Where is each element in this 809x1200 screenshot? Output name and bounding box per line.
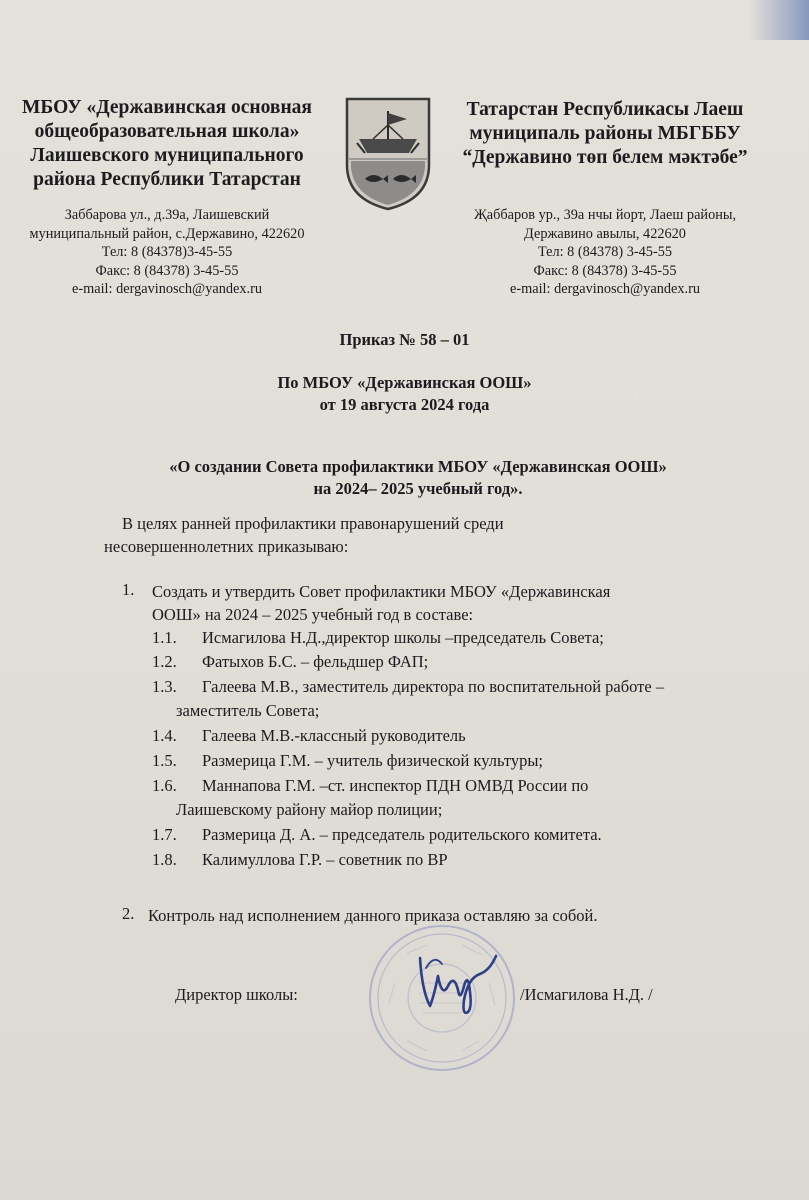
member-text: Исмагилова Н.Д.,директор школы –председатель Совета; xyxy=(202,628,604,647)
header-left-address-line: Заббарова ул., д.39а, Лаишевский xyxy=(64,207,270,223)
order-date: от 19 августа 2024 года xyxy=(319,395,490,414)
order-subject-line: на 2024– 2025 учебный год». xyxy=(313,479,523,498)
header-right-address-line: Державино авылы, 422620 xyxy=(524,225,686,242)
member-number: 1.6. xyxy=(152,776,177,795)
item-text: Создать и утвердить Совет профилактики МБОУ «Державинская xyxy=(152,582,611,601)
header-left-title-line: МБОУ «Державинская основная xyxy=(22,97,312,118)
member-number: 1.3. xyxy=(152,677,177,696)
header-right-address-line: Факс: 8 (84378) 3-45-55 xyxy=(533,262,677,279)
member-text: Галеева М.В.-классный руководитель xyxy=(202,726,466,745)
order-subject xyxy=(0,456,809,500)
header-left-title-line: общеобразовательная школа» xyxy=(34,121,300,142)
item-number: 2. xyxy=(122,904,135,923)
header-right-address xyxy=(440,206,770,299)
member-text: Размерица Д. А. – председатель родительского комитета. xyxy=(202,825,602,844)
member-number: 1.2. xyxy=(152,652,177,671)
intro-line: несовершеннолетних приказываю: xyxy=(104,537,349,556)
header-left-title xyxy=(8,96,326,192)
header-right-address-line: Җаббаров ур., 39а нчы йорт, Лаеш районы, xyxy=(473,207,737,223)
order-number: Приказ № 58 – 01 xyxy=(339,330,470,349)
header-left xyxy=(8,96,326,299)
header-left-email: e-mail: dergavinosch@yandex.ru xyxy=(72,281,262,297)
member-text: Калимуллова Г.Р. – советник по ВР xyxy=(202,850,448,869)
header-right-title-line: Татарстан Республикасы Лаеш xyxy=(466,99,744,120)
intro-line: В целях ранней профилактики правонарушений среди xyxy=(122,514,504,533)
member-text-continued: Лаишевскому району майор полиции; xyxy=(176,800,443,819)
order-by-line: По МБОУ «Державинская ООШ» xyxy=(277,373,532,392)
signature-role: Директор школы: xyxy=(175,985,298,1004)
handwritten-signature-icon xyxy=(412,946,502,1016)
order-issuer xyxy=(0,372,809,416)
order-subject-line: «О создании Совета профилактики МБОУ «Державинская ООШ» xyxy=(169,457,667,476)
member-text-continued: заместитель Совета; xyxy=(176,701,320,720)
header-left-address-line: Тел: 8 (84378)3-45-55 xyxy=(101,244,233,260)
item-number: 1. xyxy=(122,580,135,599)
item-text: Контроль над исполнением данного приказа оставляю за собой. xyxy=(148,906,598,925)
header-right-title-line: муниципаль районы МБГББУ xyxy=(469,123,741,144)
header-right-email: e-mail: dergavinosch@yandex.ru xyxy=(510,281,700,297)
member-number: 1.4. xyxy=(152,726,177,745)
signature-name: /Исмагилова Н.Д. / xyxy=(520,985,653,1004)
member-text: Размерица Г.М. – учитель физической культуры; xyxy=(202,751,544,770)
item-text: ООШ» на 2024 – 2025 учебный год в составе: xyxy=(152,605,474,624)
background-edge xyxy=(749,0,809,40)
header-right xyxy=(440,98,770,299)
header-left-address-line: Факс: 8 (84378) 3-45-55 xyxy=(95,262,239,279)
header-left-title-line: района Республики Татарстан xyxy=(33,169,301,190)
header-right-title-line: “Державино төп белем мәктәбе” xyxy=(462,147,748,168)
header-right-address-line: Тел: 8 (84378) 3-45-55 xyxy=(537,244,673,260)
member-number: 1.1. xyxy=(152,628,177,647)
header-right-title xyxy=(440,98,770,170)
member-text: Маннапова Г.М. –ст. инспектор ПДН ОМВД России по xyxy=(202,776,589,795)
header-left-title-line: Лаишевского муниципального xyxy=(30,145,304,166)
member-number: 1.5. xyxy=(152,751,177,770)
header-left-address-line: муниципальный район, с.Державино, 422620 xyxy=(29,225,305,242)
member-number: 1.8. xyxy=(152,850,177,869)
header-left-address xyxy=(8,206,326,299)
member-text: Галеева М.В., заместитель директора по воспитательной работе – xyxy=(202,677,665,696)
member-number: 1.7. xyxy=(152,825,177,844)
member-text: Фатыхов Б.С. – фельдшер ФАП; xyxy=(202,652,429,671)
coat-of-arms-icon xyxy=(343,95,433,213)
